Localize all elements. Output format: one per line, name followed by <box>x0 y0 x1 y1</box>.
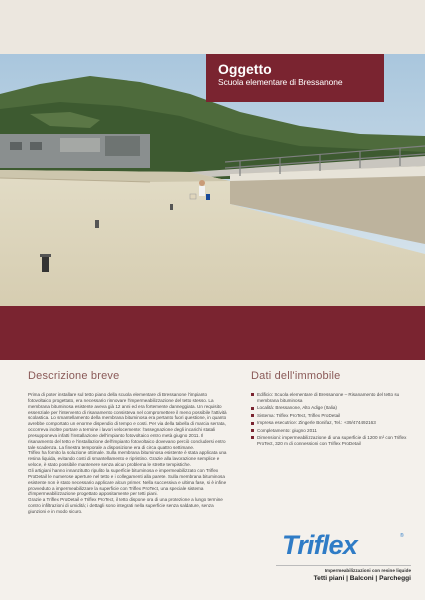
title-box <box>206 54 384 102</box>
square-bullet-icon <box>251 429 254 432</box>
description-paragraph: Gli artigiani hanno innanzitutto ripulito la superficie bituminosa e impermeabilizzato con Triflex ProDetail le numerose aperture nel tetto e i collegamenti alla parete. Sulla membrana bituminosa esistente non è stato necessario applicare alcun primer. Nella successiva e ultima fase, si è infine provveduto a impermeabilizzare la superficie con Triflex ProTect, una speciale sistema d'impermeabilizzazione progettato appositamente per tetti piani. <box>28 467 227 497</box>
square-bullet-icon <box>251 393 254 396</box>
triflex-logo <box>276 530 411 590</box>
description-heading: Descrizione breve <box>28 370 120 382</box>
square-bullet-icon <box>251 407 254 410</box>
logo-wordmark: Triflex <box>282 530 357 560</box>
page-subtitle: Scuola elementare di Bressanone <box>218 77 343 87</box>
registered-mark: ® <box>400 533 404 539</box>
logo-tagline: Impermeabilizzazioni con resine liquide <box>324 568 411 573</box>
description-paragraph: Prima di poter installare sul tetto piano della scuola elementare di Bressanone l'impianto fotovoltaico progettato, era necessario rinnovare l'impermeabilizzazione del tetto stesso. La membrana bituminosa esistente aveva già 12 anni ed era fortemente danneggiata. Un requisito essenziale per l'intervento di risanamento consisteva nel compromettere il meno possibile l'attività scolastica. Lo smantellamento della membrana bituminosa era pertanto fuori questione, in quanto avrebbe comportato un enorme dispendio di tempo e costi. Per via della tabella di marcia serrata, occorreva inoltre portare a termine i lavori velocemente: l'assegnazione degli incarichi statali presupponeva infatti l'installazione dell'impianto fotovoltaico entro metà giugno 2011. Il risanamento del tetto e l'installazione dell'impianto fotovoltaico dovevano perciò concludersi entro tale scadenza. La finestra temporale a disposizione era di circa quattro settimane. <box>28 392 227 450</box>
facts-item: Completamento: giugno 2011 <box>251 428 411 434</box>
facts-item: Impresa esecutrice: Zingerle Bonifaz, Tel.: +39/474492163 <box>251 420 411 426</box>
brand-band <box>0 306 425 360</box>
square-bullet-icon <box>251 436 254 439</box>
description-body <box>28 392 228 515</box>
facts-item: Località: Bressanone, Alto Adige (Italia) <box>251 405 411 411</box>
description-paragraph: Triflex ha fornito la soluzione ottimale. Sulla membrana bituminosa esistente è stata applicata una resina liquida, evitando costi di smantellamento e ripristino. Grazie alla lavorazione semplice e veloce, è stato possibile mantenere senza alcun problema le strette tempistiche. <box>28 450 227 468</box>
description-paragraph: Grazie a Triflex ProDetail e Triflex ProTect, il tetto dispone ora di una protezione a lungo termine contro infiltrazioni di umidità; i dettagli sono integrati nella superficie senza saldature, senza giunzioni e in modo sicuro. <box>28 497 223 514</box>
facts-item: Sistema: Triflex ProTect, Triflex ProDetail <box>251 413 411 419</box>
logo-products: Tetti piani | Balconi | Parcheggi <box>313 575 411 582</box>
top-bar <box>0 0 425 54</box>
facts-item: Dimensioni: impermeabilizzazione di una superficie di 1200 m² con Triflex ProTect, 320 m di connessioni con Triflex ProDetail <box>251 435 411 447</box>
facts-heading: Dati dell'immobile <box>251 370 341 382</box>
square-bullet-icon <box>251 414 254 417</box>
page-title: Oggetto <box>218 61 272 77</box>
description-section <box>28 370 228 515</box>
square-bullet-icon <box>251 422 254 425</box>
facts-list <box>251 392 411 447</box>
logo-divider <box>276 565 411 566</box>
facts-item: Edificio: Scuola elementare di Bressanone – Risanamento del tetto su membrana bituminosa <box>251 392 411 404</box>
facts-section <box>251 370 411 448</box>
